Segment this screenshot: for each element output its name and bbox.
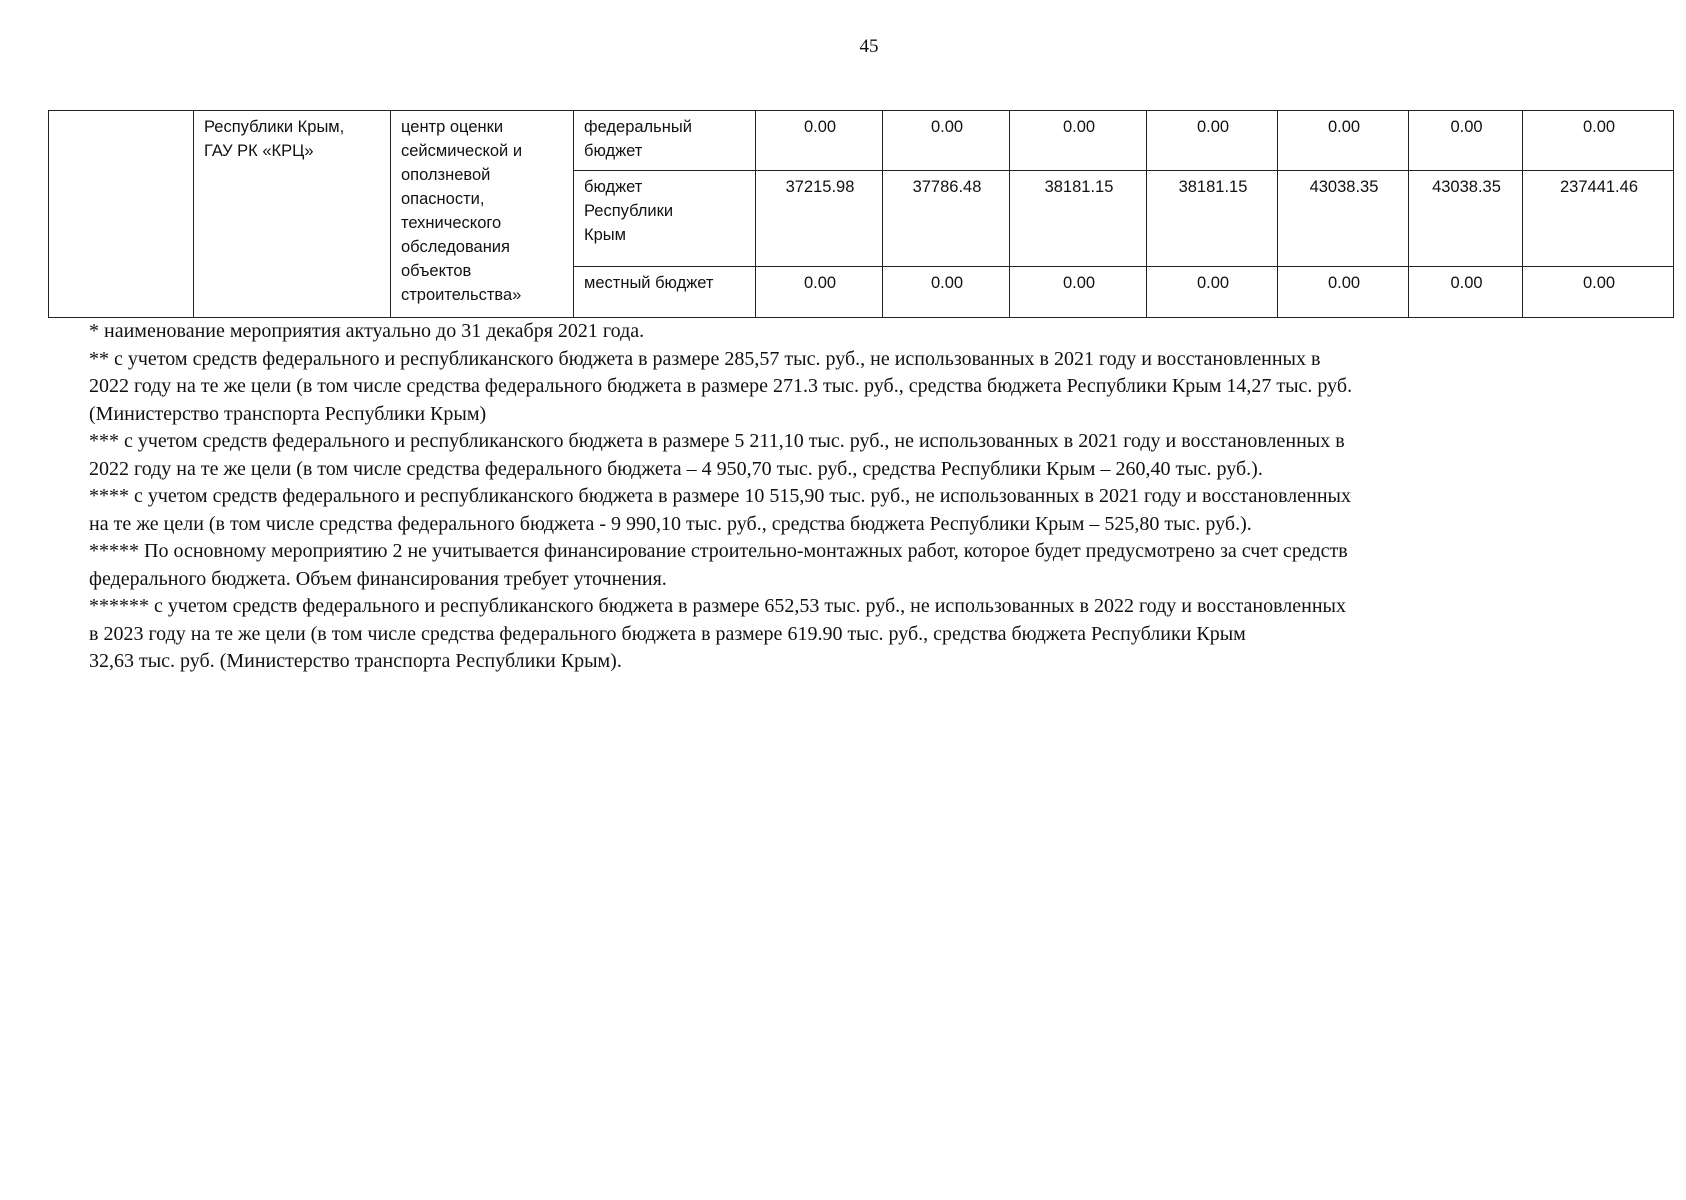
- total-cell: 0.00: [1523, 267, 1674, 318]
- value-cell: 0.00: [1010, 111, 1147, 171]
- funding-table: [48, 110, 1674, 318]
- table-row: [49, 111, 1674, 171]
- value-cell: 37215.98: [756, 171, 883, 267]
- executor-cell: Республики Крым, ГАУ РК «КРЦ»: [194, 111, 391, 318]
- total-cell: 237441.46: [1523, 171, 1674, 267]
- value-cell: 38181.15: [1010, 171, 1147, 267]
- value-cell: 0.00: [1147, 267, 1278, 318]
- total-cell: 0.00: [1523, 111, 1674, 171]
- value-cell: 43038.35: [1278, 171, 1409, 267]
- page-number: 45: [859, 36, 879, 57]
- value-cell: 0.00: [1278, 111, 1409, 171]
- value-cell: 0.00: [883, 267, 1010, 318]
- value-cell: 0.00: [1010, 267, 1147, 318]
- funding-source-cell: местный бюджет: [574, 267, 756, 318]
- value-cell: 0.00: [756, 267, 883, 318]
- value-cell: 38181.15: [1147, 171, 1278, 267]
- value-cell: 0.00: [1409, 111, 1523, 171]
- value-cell: 0.00: [1278, 267, 1409, 318]
- value-cell: 0.00: [756, 111, 883, 171]
- value-cell: 43038.35: [1409, 171, 1523, 267]
- table-cell-empty: [49, 111, 194, 318]
- value-cell: 0.00: [1147, 111, 1278, 171]
- footnote: **** с учетом средств федерального и республиканского бюджета в размере 10 515,90 тыс. руб., не использованных в 2021 году и восстановленных на те же цели (в том числе средства федерального бюджета - 9 990,10 тыс. руб., средства бюджета Республики Крым – 525,80 тыс. руб.).: [89, 485, 1351, 535]
- footnote: ***** По основному мероприятию 2 не учитывается финансирование строительно-монтажных работ, которое будет предусмотрено за счет средств федерального бюджета. Объем финансирования требует уточнения.: [89, 540, 1348, 590]
- funding-source-cell: бюджет Республики Крым: [574, 171, 756, 267]
- footnote: ** с учетом средств федерального и республиканского бюджета в размере 285,57 тыс. руб., не использованных в 2021 году и восстановленных в 2022 году на те же цели (в том числе средства федерального бюджета в размере 271.3 тыс. руб., средства бюджета Республики Крым 14,27 тыс. руб. (Министерство транспорта Республики Крым): [89, 347, 1353, 425]
- footnotes: [89, 318, 1669, 676]
- footnote: *** с учетом средств федерального и республиканского бюджета в размере 5 211,10 тыс. руб., не использованных в 2021 году и восстановленных в 2022 году на те же цели (в том числе средства федерального бюджета – 4 950,70 тыс. руб., средства Республики Крым – 260,40 тыс. руб.).: [89, 430, 1345, 480]
- value-cell: 0.00: [883, 111, 1010, 171]
- footnote: ****** с учетом средств федерального и республиканского бюджета в размере 652,53 тыс. руб., не использованных в 2022 году и восстановленных в 2023 году на те же цели (в том числе средства федерального бюджета в размере 619.90 тыс. руб., средства бюджета Республики Крым 32,63 тыс. руб. (Министерство транспорта Республики Крым).: [89, 595, 1346, 672]
- event-name-cell: центр оценки сейсмической и оползневой опасности, технического обследования объектов строительства»: [391, 111, 574, 318]
- footnote: * наименование мероприятия актуально до 31 декабря 2021 года.: [89, 320, 645, 342]
- value-cell: 0.00: [1409, 267, 1523, 318]
- funding-source-cell: федеральный бюджет: [574, 111, 756, 171]
- value-cell: 37786.48: [883, 171, 1010, 267]
